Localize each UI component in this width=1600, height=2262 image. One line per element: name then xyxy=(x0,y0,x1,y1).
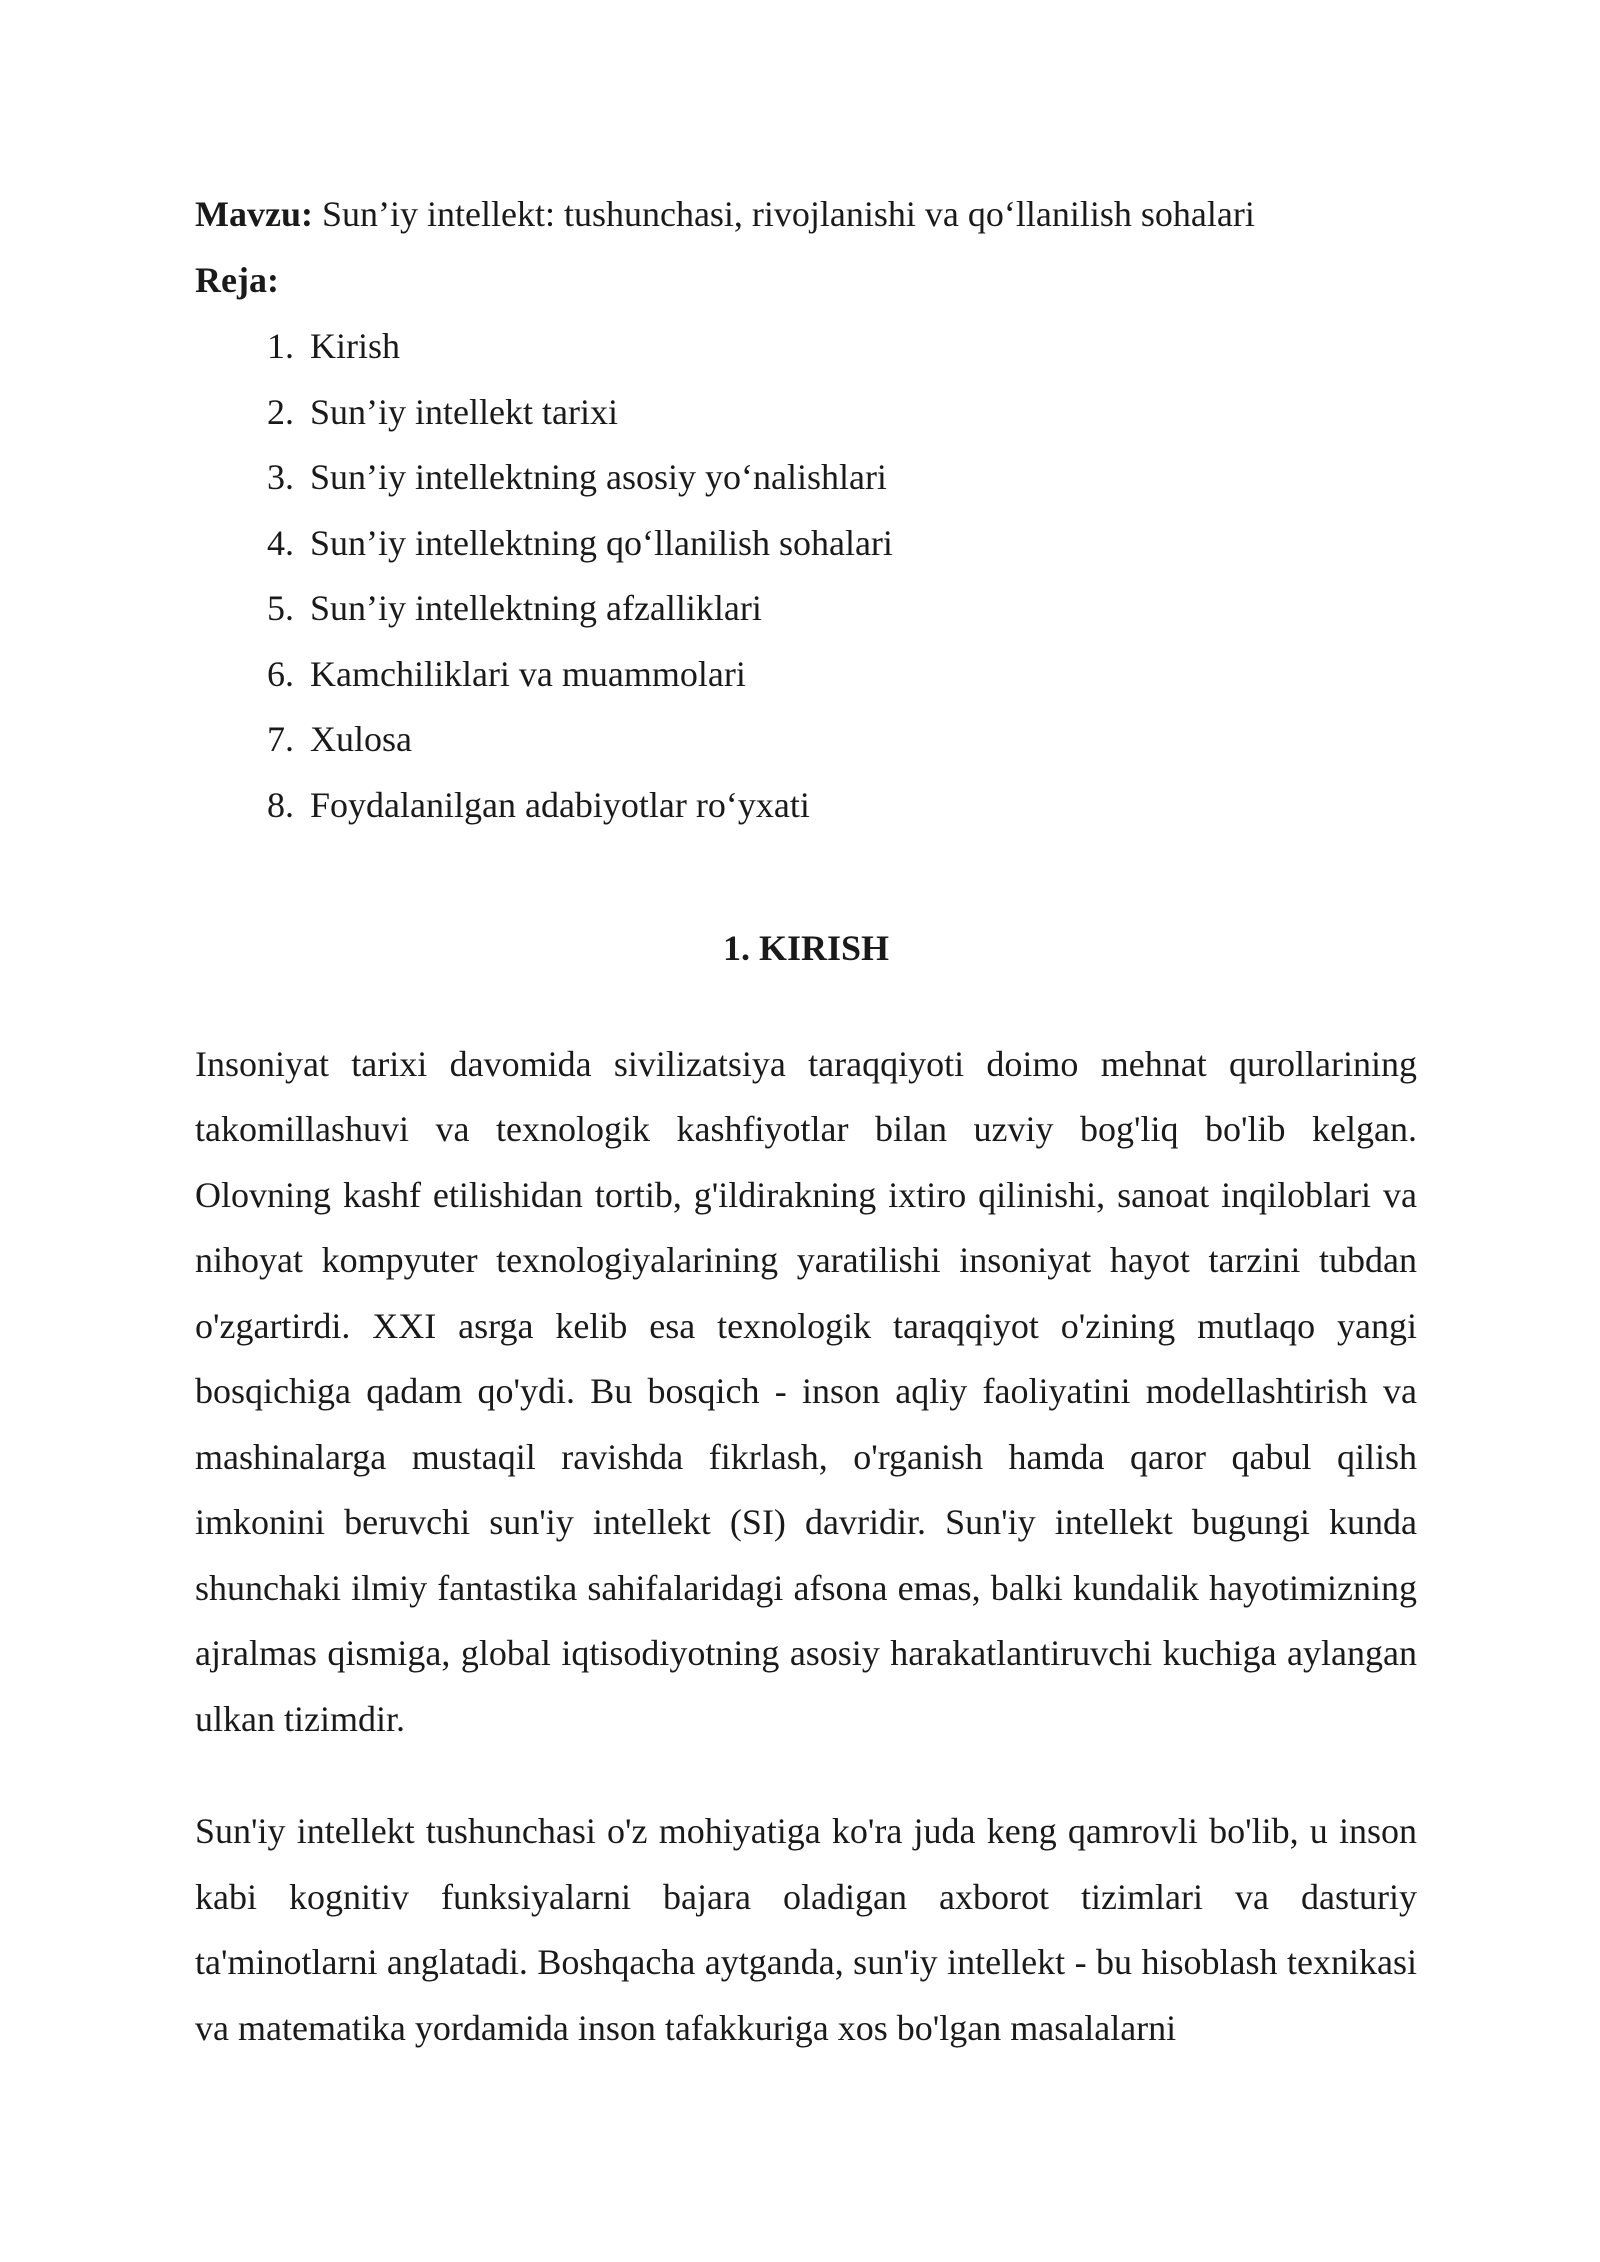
plan-item-number: 7. xyxy=(267,719,294,759)
plan-item-number: 4. xyxy=(267,522,294,563)
plan-item xyxy=(195,715,1417,763)
body-paragraph: Insoniyat tarixi davomida sivilizatsiya taraqqiyoti doimo mehnat qurollarining takomillashuvi va texnologik kashfiyotlar bilan uzviy bog'liq bo'lib kelgan. Olovning kashf etilishidan tortib, g'ildirakning ixtiro qilinishi, sanoat inqiloblari va nihoyat kompyuter texnologiyalarining yaratilishi insoniyat hayot tarzini tubdan o'zgartirdi. XXI asrga kelib esa texnologik taraqqiyot o'zining mutlaqo yangi bosqichiga qadam qo'ydi. Bu bosqich - inson aqliy faoliyatini modellashtirish va mashinalarga mustaqil ravishda fikrlash, o'rganish hamda qaror qabul qilish imkonini beruvchi sun'iy intellekt (SI) davridir. Sun'iy intellekt bugungi kunda shunchaki ilmiy fantastika sahifalaridagi afsona emas, balki kundalik hayotimizning ajralmas qismiga, global iqtisodiyotning asosiy harakatlantiruvchi kuchiga aylangan ulkan tizimdir. xyxy=(195,1043,1417,1739)
topic-line xyxy=(195,190,1417,238)
plan-item xyxy=(195,519,1417,567)
plan-item-text: Kirish xyxy=(310,326,400,366)
plan-item xyxy=(195,781,1417,829)
plan-item-text: Foydalanilgan adabiyotlar ro‘yxati xyxy=(310,784,810,825)
plan-item-number: 1. xyxy=(267,326,294,366)
topic-label: Mavzu: xyxy=(195,194,313,234)
plan-item-text: Kamchiliklari va muammolari xyxy=(310,653,746,694)
plan-item-text: Sun’iy intellektning qo‘llanilish sohalari xyxy=(310,522,893,563)
plan-item-text: Xulosa xyxy=(310,719,412,759)
plan-item-number: 6. xyxy=(267,653,294,694)
plan-item xyxy=(195,453,1417,501)
plan-item-number: 8. xyxy=(267,784,294,825)
plan-item-text: Sun’iy intellektning afzalliklari xyxy=(310,588,762,628)
plan-item-text: Sun’iy intellekt tarixi xyxy=(310,391,618,432)
plan-item-text: Sun’iy intellektning asosiy yo‘nalishlari xyxy=(310,457,887,497)
plan-list xyxy=(195,322,1417,829)
plan-label: Reja: xyxy=(195,260,279,300)
document-page xyxy=(195,190,1417,2061)
section-title: 1. KIRISH xyxy=(722,927,890,968)
plan-item xyxy=(195,322,1417,370)
body-paragraph: Sun'iy intellekt tushunchasi o'z mohiyatiga ko'ra juda keng qamrovli bo'lib, u inson kabi kognitiv funksiyalarni bajara oladigan axborot tizimlari va dasturiy ta'minotlarni anglatadi. Boshqacha aytganda, sun'iy intellekt - bu hisoblash texnikasi va matematika yordamida inson tafakkuriga xos bo'lgan masalalarni xyxy=(195,1811,1417,2048)
plan-item xyxy=(195,584,1417,632)
plan-item-number: 3. xyxy=(267,457,294,497)
topic-text: Sun’iy intellekt: tushunchasi, rivojlanishi va qo‘llanilish sohalari xyxy=(312,194,1255,234)
plan-item xyxy=(195,388,1417,436)
plan-item-number: 5. xyxy=(267,588,294,628)
plan-item-number: 2. xyxy=(267,391,294,432)
plan-item xyxy=(195,650,1417,698)
